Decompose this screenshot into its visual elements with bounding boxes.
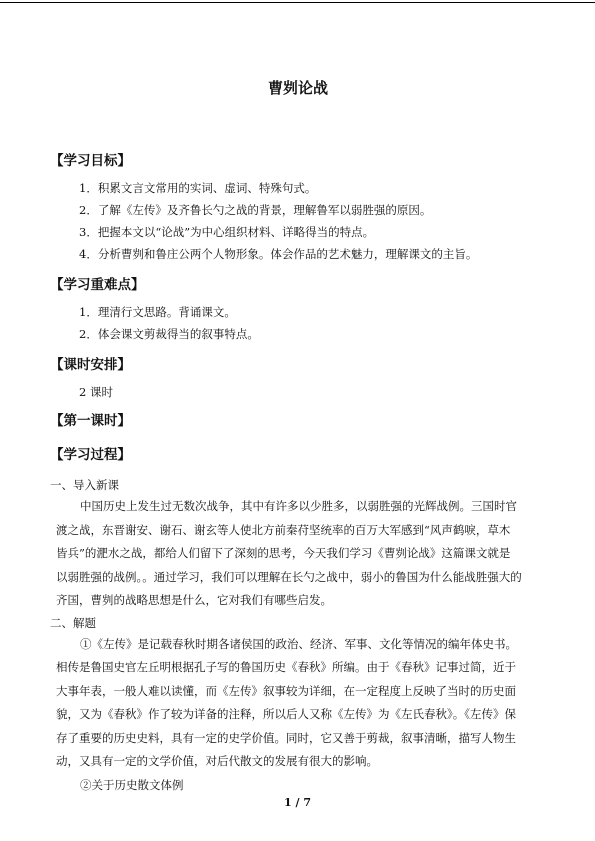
goal-item: 4．分析曹刿和鲁庄公两个人物形象。体会作品的艺术魅力，理解课文的主旨。	[79, 247, 478, 261]
subheading-explain: 二、解题	[50, 615, 96, 630]
goal-item: 2．了解《左传》及齐鲁长勺之战的背景，理解鲁军以弱胜强的原因。	[79, 203, 432, 217]
paragraph-line: 相传是鲁国史官左丘明根据孔子写的鲁国历史《春秋》所编。由于《春秋》记事过简，近于	[56, 660, 516, 674]
paragraph-line: 渡之战，东晋谢安、谢石、谢玄等人使北方前秦苻坚统率的百万大军感到“风声鹤唳，草木	[56, 522, 511, 537]
schedule-text: 2 课时	[79, 385, 113, 399]
section-heading-goals: 【学习目标】	[50, 153, 131, 169]
paragraph-line: 齐国，曹刿的战略思想是什么，它对我们有哪些启发。	[56, 593, 332, 607]
section-heading-key-points: 【学习重难点】	[50, 277, 145, 293]
paragraph-line: ①《左传》是记载春秋时期各诸侯国的政治、经济、军事、文化等情况的编年体史书。	[80, 636, 517, 651]
document-page	[50, 78, 540, 797]
paragraph-line: 大事年表，一般人难以读懂，而《左传》叙事较为详细，在一定程度上反映了当时的历史面	[56, 683, 516, 698]
goal-item: 3．把握本文以“论战”为中心组织材料、详略得当的特点。	[79, 225, 375, 239]
key-point-item: 1．理清行文思路。背诵课文。	[79, 305, 236, 319]
paragraph-line: 皆兵”的淝水之战，都给人们留下了深刻的思考，今天我们学习《曹刿论战》这篇课文就是	[56, 546, 511, 560]
paragraph-line: 动，又具有一定的文学价值，对后代散文的发展有很大的影响。	[56, 754, 378, 768]
paragraph-line: 貌，又为《春秋》作了较为详备的注释，所以后人又称《左传》为《左氏春秋》。《左传》保	[56, 707, 516, 721]
goal-item: 1．积累文言文常用的实词、虚词、特殊句式。	[79, 181, 317, 195]
section-heading-lesson-one: 【第一课时】	[50, 413, 131, 429]
explain-paragraph	[56, 633, 540, 798]
page-number: 1 / 7	[284, 796, 311, 809]
paragraph-line: ②关于历史散文体例	[80, 777, 184, 792]
page-title: 曹刿论战	[267, 79, 328, 97]
intro-paragraph	[56, 495, 540, 613]
subheading-intro: 一、导入新课	[50, 478, 119, 492]
paragraph-line: 中国历史上发生过无数次战争，其中有许多以少胜多，以弱胜强的光辉战例。三国时官	[80, 499, 517, 513]
goals-list	[56, 177, 540, 265]
key-point-item: 2．体会课文剪裁得当的叙事特点。	[79, 327, 259, 341]
header-rule	[0, 2, 595, 3]
paragraph-line: 以弱胜强的战例。。通过学习，我们可以理解在长勺之战中，弱小的鲁国为什么能战胜强大的	[56, 569, 522, 584]
section-heading-process: 【学习过程】	[50, 447, 131, 463]
section-heading-schedule: 【课时安排】	[50, 357, 131, 373]
key-points-list	[56, 301, 540, 345]
paragraph-line: 存了重要的历史史料，具有一定的史学价值。同时，它又善于剪裁，叙事清晰，描写人物生	[56, 730, 516, 745]
